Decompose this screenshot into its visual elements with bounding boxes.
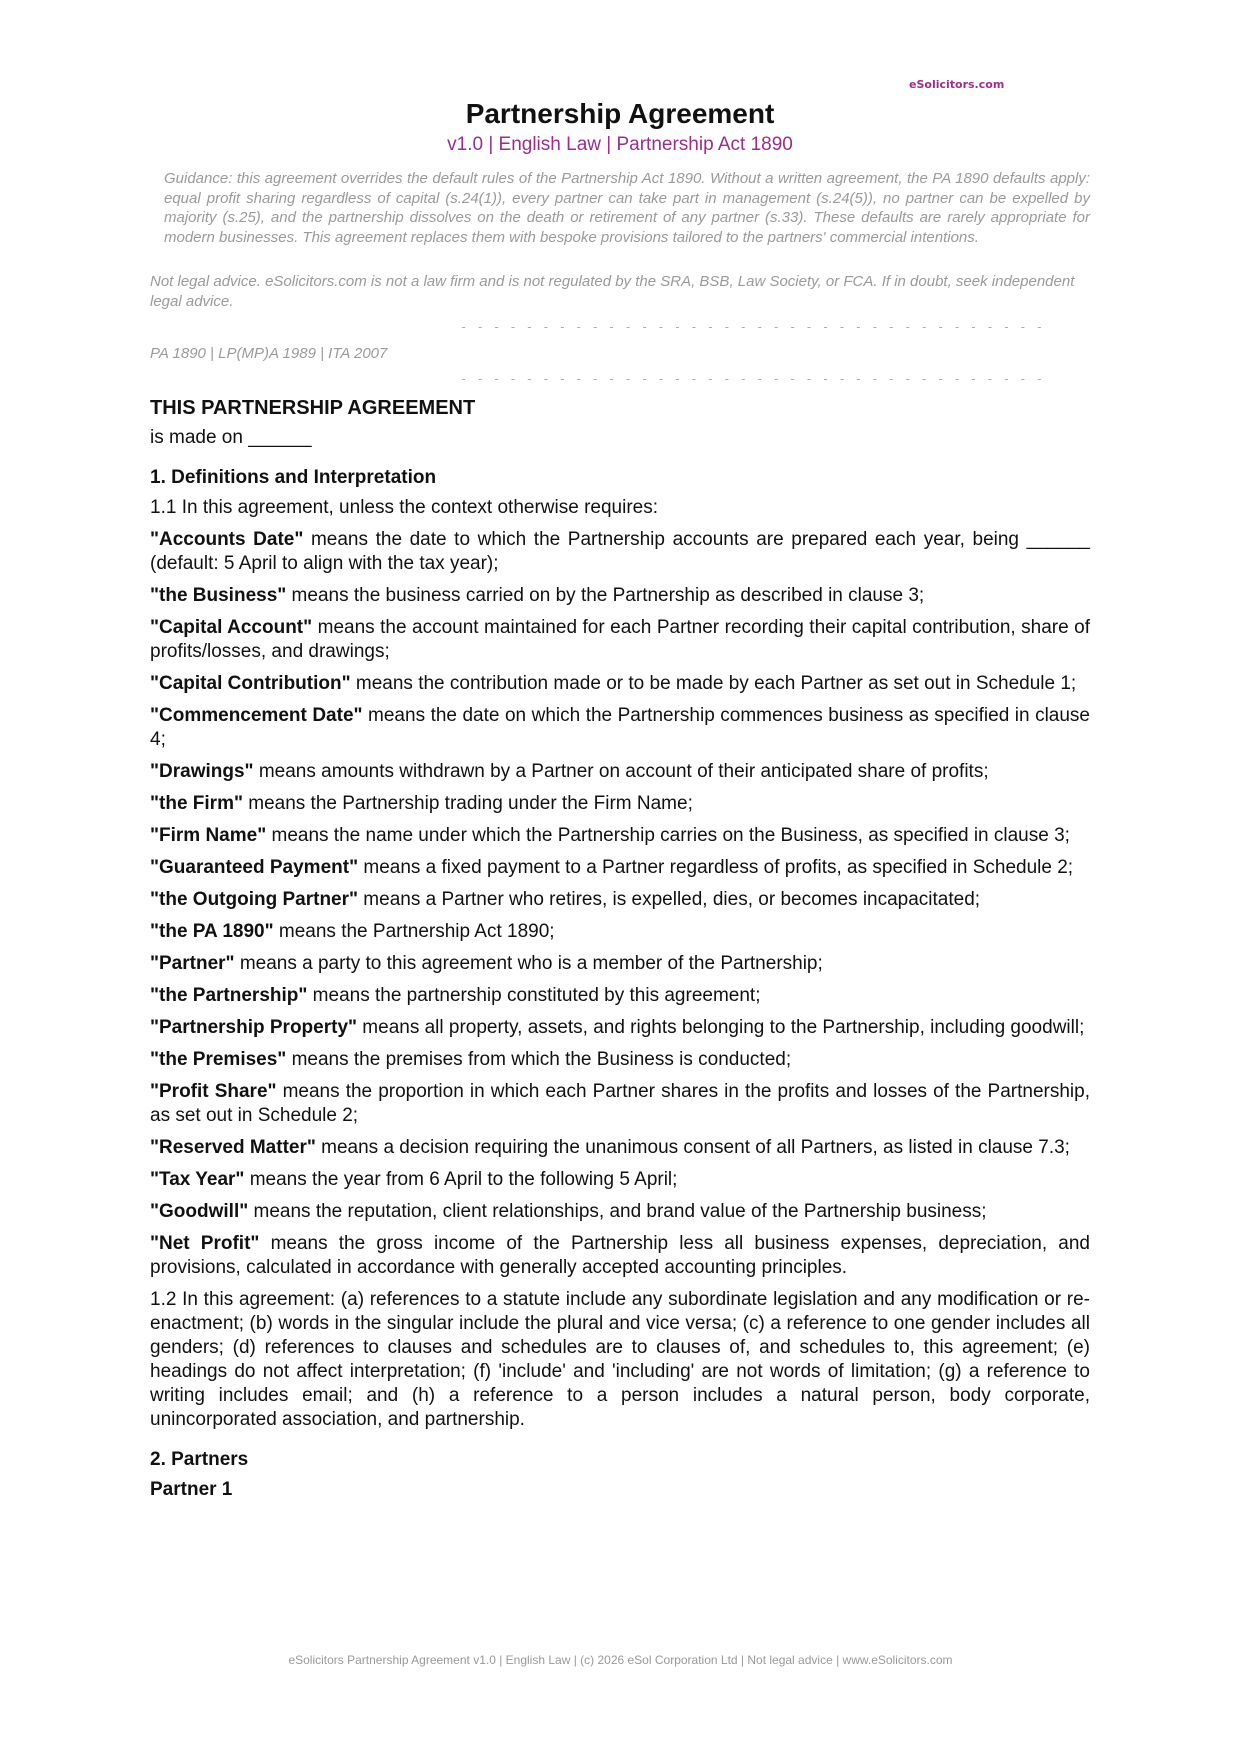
- definition-term: "Commencement Date": [150, 705, 363, 726]
- definition-item: [150, 856, 1090, 880]
- definition-term: "the PA 1890": [150, 921, 274, 942]
- definition-item: [150, 616, 1090, 664]
- definition-item: [150, 1232, 1090, 1280]
- definition-text: means a decision requiring the unanimous consent of all Partners, as listed in clause 7.3;: [315, 1137, 1070, 1158]
- definition-text: means amounts withdrawn by a Partner on account of their anticipated share of profits;: [253, 761, 989, 782]
- definition-term: "the Outgoing Partner": [150, 889, 359, 910]
- section-1-heading: 1. Definitions and Interpretation: [150, 467, 437, 488]
- definitions-list: [150, 528, 1090, 1280]
- definition-term: "Reserved Matter": [150, 1137, 316, 1158]
- definition-item: [150, 584, 1090, 608]
- agreement-heading: THIS PARTNERSHIP AGREEMENT: [150, 397, 476, 419]
- definition-item: [150, 952, 1090, 976]
- clause-1-1-intro: 1.1 In this agreement, unless the context otherwise requires:: [150, 497, 658, 518]
- statute-references: PA 1890 | LP(MP)A 1989 | ITA 2007: [150, 345, 388, 362]
- definition-term: "Accounts Date": [150, 529, 304, 550]
- definition-term: "Guaranteed Payment": [150, 857, 359, 878]
- definition-text: means a fixed payment to a Partner regardless of profits, as specified in Schedule 2;: [358, 857, 1074, 878]
- definition-term: "Firm Name": [150, 825, 267, 846]
- definition-term: "Drawings": [150, 761, 254, 782]
- definition-term: "Tax Year": [150, 1169, 245, 1190]
- definition-item: [150, 920, 1090, 944]
- definition-text: means the Partnership trading under the Firm Name;: [242, 793, 693, 814]
- definition-text: means the proportion in which each Partner shares in the profits and losses of the Partnership, as set out in Schedule 2;: [150, 1081, 1090, 1126]
- definition-text: means the date on which the Partnership commences business as specified in clause 4;: [150, 705, 1090, 750]
- definition-text: means the gross income of the Partnership less all business expenses, depreciation, and provisions, calculated in accordance with generally accepted accounting principles.: [150, 1233, 1090, 1278]
- page-title: Partnership Agreement: [465, 98, 775, 129]
- definition-item: [150, 984, 1090, 1008]
- definition-text: means the date to which the Partnership accounts are prepared each year, being ______ (default: 5 April to align with the tax year);: [150, 529, 1091, 574]
- brand-logo[interactable]: eSolicitors.com: [909, 78, 1005, 91]
- definition-text: means a Partner who retires, is expelled, dies, or becomes incapacitated;: [358, 889, 981, 910]
- definition-text: means the year from 6 April to the following 5 April;: [244, 1169, 678, 1190]
- definition-term: "Capital Account": [150, 617, 313, 638]
- divider-top: - - - - - - - - - - - - - - - - - - - - - - - - - - - - - - - - - - - -: [460, 320, 1044, 334]
- definition-text: means the name under which the Partnership carries on the Business, as specified in clause 3;: [266, 825, 1070, 846]
- definition-term: "Net Profit": [150, 1233, 260, 1254]
- disclaimer: Not legal advice. eSolicitors.com is not a law firm and is not regulated by the SRA, BSB, Law Society, or FCA. If in doubt, seek independent legal advice.: [150, 273, 1075, 310]
- clause-1-2-interpretation: 1.2 In this agreement: (a) references to a statute include any subordinate legislation and any modification or re-enactment; (b) words in the singular include the plural and vice versa; (c) a reference to one gender includes all genders; (d) references to clauses and schedules are to clauses of, and schedules to, this agreement; (e) headings do not affect interpretation; (f) 'include' and 'including' are not words of limitation; (g) a reference to writing includes email; and (h) a reference to a person includes a natural person, body corporate, unincorporated association, and partnership.: [150, 1289, 1090, 1430]
- definition-term: "the Partnership": [150, 985, 308, 1006]
- definition-item: [150, 1168, 1090, 1192]
- page-subtitle: v1.0 | English Law | Partnership Act 1890: [447, 134, 793, 155]
- definition-term: "the Premises": [150, 1049, 287, 1070]
- definition-item: [150, 824, 1090, 848]
- definition-text: means the Partnership Act 1890;: [273, 921, 555, 942]
- definition-text: means the partnership constituted by this agreement;: [307, 985, 761, 1006]
- definition-text: means the account maintained for each Partner recording their capital contribution, share of profits/losses, and drawings;: [150, 617, 1090, 662]
- definition-item: [150, 760, 1090, 784]
- definition-item: [150, 672, 1090, 696]
- section-2-heading: 2. Partners: [150, 1449, 249, 1470]
- divider-bottom: - - - - - - - - - - - - - - - - - - - - - - - - - - - - - - - - - - - -: [460, 372, 1044, 386]
- partner-1-heading: Partner 1: [150, 1479, 233, 1500]
- definition-text: means the reputation, client relationships, and brand value of the Partnership business;: [248, 1201, 987, 1222]
- definition-term: "Capital Contribution": [150, 673, 351, 694]
- definition-item: [150, 888, 1090, 912]
- definition-item: [150, 1080, 1090, 1128]
- page-footer: eSolicitors Partnership Agreement v1.0 | English Law | (c) 2026 eSol Corporation Ltd | Not legal advice | www.eSolicitors.com: [288, 1653, 953, 1667]
- definition-text: means all property, assets, and rights belonging to the Partnership, including goodwill;: [357, 1017, 1085, 1038]
- definition-item: [150, 1048, 1090, 1072]
- definition-item: [150, 704, 1090, 752]
- agreement-body: [150, 396, 1090, 1502]
- definition-term: "Partnership Property": [150, 1017, 358, 1038]
- definition-text: means the premises from which the Business is conducted;: [286, 1049, 792, 1070]
- guidance-note: Guidance: this agreement overrides the default rules of the Partnership Act 1890. Without a written agreement, the PA 1890 defaults apply: equal profit sharing regardless of capital (s.24(1)), every partner can take part in management (s.24(5)), no partner can be expelled by majority (s.25), and the partnership dissolves on the death or retirement of any partner (s.33). These defaults are rarely appropriate for modern businesses. This agreement replaces them with bespoke provisions tailored to the partners' commercial intentions.: [164, 170, 1090, 246]
- definition-term: "Profit Share": [150, 1081, 277, 1102]
- definition-term: "the Firm": [150, 793, 243, 814]
- definition-text: means a party to this agreement who is a member of the Partnership;: [234, 953, 823, 974]
- definition-term: "the Business": [150, 585, 287, 606]
- definition-term: "Goodwill": [150, 1201, 249, 1222]
- definition-item: [150, 1016, 1090, 1040]
- definition-item: [150, 528, 1090, 576]
- definition-text: means the contribution made or to be made by each Partner as set out in Schedule 1;: [350, 673, 1077, 694]
- definition-text: means the business carried on by the Partnership as described in clause 3;: [286, 585, 925, 606]
- made-on-line: is made on ______: [150, 427, 312, 448]
- definition-item: [150, 1200, 1090, 1224]
- definition-term: "Partner": [150, 953, 235, 974]
- definition-item: [150, 1136, 1090, 1160]
- definition-item: [150, 792, 1090, 816]
